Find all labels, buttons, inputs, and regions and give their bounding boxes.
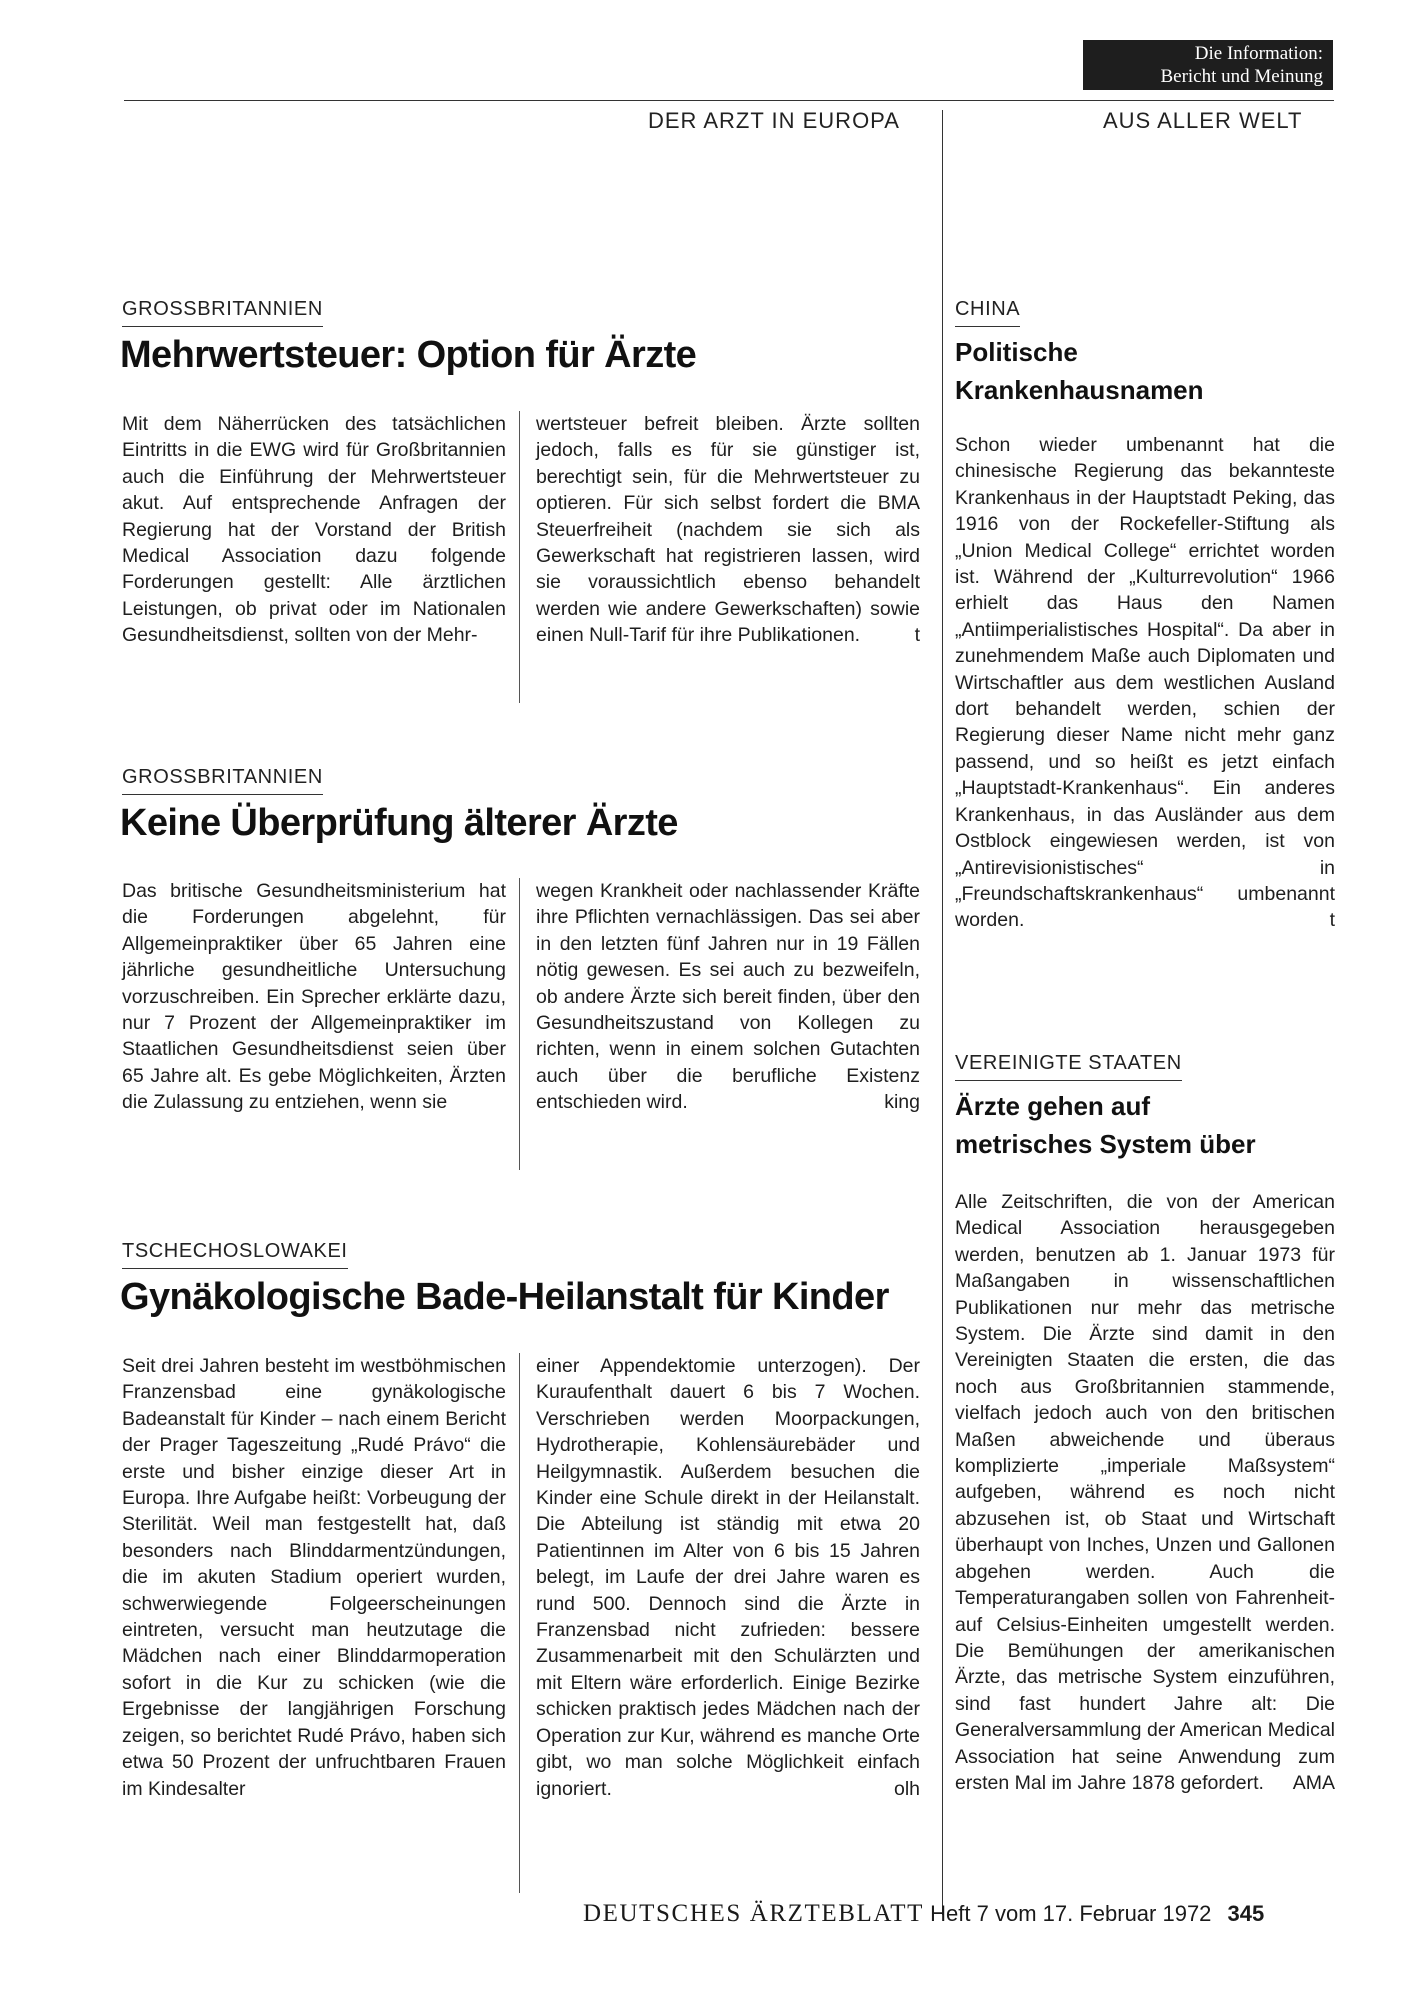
side-article-2-title [955, 1087, 1256, 1163]
article-2-text-col2: wegen Krankheit oder nachlassender Kräfte ihre Pflichten vernachlässigen. Das sei aber in den letzten fünf Jahren nur in 19 Fällen nötig gewesen. Es sei auch zu bezweifeln, ob andere Ärzte sich bereit finden, über den Gesundheitszustand von Kollegen zu richten, wenn in einem solchen Gutachten auch über die berufliche Existenz entschieden wird. king [536, 878, 920, 1116]
badge-line-1: Die Information: [1194, 43, 1323, 64]
side-article-1-title [955, 333, 1204, 409]
article-1-column-rule [519, 411, 520, 703]
side-article-1-signature: t [1329, 909, 1335, 932]
article-3-text-col2: einer Appendektomie unterzogen). Der Kuraufenthalt dauert 6 bis 7 Wochen. Verschrieben werden Moorpackungen, Hydrotherapie, Kohlensäurebäder und Heilgymnastik. Außerdem besuchen die Kinder eine Schule direkt in der Heilanstalt. Die Abteilung ist ständig mit etwa 20 Patientinnen im Alter von 6 bis 15 Jahren belegt, im Laufe der drei Jahre waren es rund 500. Dennoch sind die Ärzte in Franzensbad nicht zufrieden: bessere Zusammenarbeit mit den Schulärzten und mit Eltern wäre erforderlich. Einige Bezirke schicken praktisch jedes Mädchen nach der Operation zur Kur, während es manche Orte gibt, wo man solche Möglichkeit einfach ignoriert. olh [536, 1353, 920, 1802]
article-3-title: Gynäkologische Bade-Heilanstalt für Kinder [120, 1276, 889, 1318]
article-2-text-col1: Das britische Gesundheitsministerium hat die Forderungen abgelehnt, für Allgemeinpraktiker über 65 Jahren eine jährliche gesundheitliche Untersuchung vorzuschreiben. Ein Sprecher erklärte dazu, nur 7 Prozent der Allgemeinpraktiker im Staatlichen Gesundheitsdienst seien über 65 Jahre alt. Es gebe Möglichkeiten, Ärzten die Zulassung zu entziehen, wenn sie [122, 880, 506, 1114]
article-3-text-col1: Seit drei Jahren besteht im westböhmischen Franzensbad eine gynäkologische Badeanstalt für Kinder – nach einem Bericht der Prager Tageszeitung „Rudé Právo“ die erste und bisher einzige dieser Art in Europa. Ihre Aufgabe heißt: Vorbeugung der Sterilität. Weil man festgestellt hat, daß besonders nach Blinddarmentzündungen, die im akuten Stadium operiert wurden, schwerwiegende Folgeerscheinungen eintreten, versucht man heutzutage die Mädchen nach einer Blinddarmoperation sofort in die Kur zu schicken (wie die Ergebnisse der langjährigen Forschung zeigen, so berichtet Rudé Právo, haben sich etwa 50 Prozent der unfruchtbaren Frauen im Kindesalter [122, 1355, 506, 1800]
page-number: 345 [1227, 1901, 1265, 1926]
article-2-signature: king [884, 1091, 920, 1114]
column-divider [942, 110, 943, 1915]
badge-line-2: Bericht und Meinung [1160, 66, 1323, 87]
side-article-2-country: VEREINIGTE STAATEN [955, 1052, 1182, 1075]
side-article-2-title-line-1: Ärzte gehen auf [955, 1091, 1151, 1121]
side-article-2-signature: AMA [1292, 1771, 1335, 1794]
magazine-name: DEUTSCHES ÄRZTEBLATT [583, 1900, 925, 1927]
header-rule [124, 100, 1334, 101]
article-1-country: GROSSBRITANNIEN [122, 298, 323, 321]
article-2-country: GROSSBRITANNIEN [122, 766, 323, 789]
article-2-column-rule [519, 878, 520, 1170]
side-article-1-country: CHINA [955, 298, 1020, 321]
article-1-title: Mehrwertsteuer: Option für Ärzte [120, 334, 697, 376]
article-3-column-rule [519, 1353, 520, 1893]
side-article-1-title-line-1: Politische [955, 337, 1078, 367]
article-3-signature: olh [893, 1777, 920, 1800]
article-2-title: Keine Überprüfung älterer Ärzte [120, 802, 678, 844]
section-title-left: DER ARZT IN EUROPA [648, 108, 900, 133]
section-title-right: AUS ALLER WELT [1103, 108, 1303, 133]
article-1-signature: t [914, 624, 920, 647]
article-1-text-col1: Mit dem Näherrücken des tatsächlichen Eintritts in die EWG wird für Großbritannien auch die Einführung der Mehrwertsteuer akut. Auf entsprechende Anfragen der Regierung hat der Vorstand der British Medical Association dazu folgende Forderungen gestellt: Alle ärztlichen Leistungen, ob privat oder im Nationalen Gesundheitsdienst, sollten von der Mehr- [122, 413, 506, 647]
article-1-text-col2: wertsteuer befreit bleiben. Ärzte sollten jedoch, falls es für sie günstiger ist, berechtigt sein, für die Mehrwertsteuer zu optieren. Für sich selbst fordert die BMA Steuerfreiheit (nachdem sie sich als Gewerkschaft hat registrieren lassen, wird sie voraussichtlich ebenso behandelt werden wie andere Gewerkschaften) sowie einen Null-Tarif für ihre Publikationen. t [536, 411, 920, 649]
side-article-2-text: Alle Zeitschriften, die von der American Medical Association herausgegeben werden, benutzen ab 1. Januar 1973 für Maßangaben in wissenschaftlichen Publikationen nur mehr das metrische System. Die Ärzte sind damit in den Vereinigten Staaten die ersten, die das noch aus Großbritannien stammende, vielfach jedoch auch von den britischen Maßen abweichende und überaus komplizierte „imperiale Maßsystem“ aufgeben, während es noch nicht abzusehen ist, ob Staat und Wirtschaft überhaupt von Inches, Unzen und Gallonen abgehen werden. Auch die Temperaturangaben sollen von Fahrenheit- auf Celsius-Einheiten umgestellt werden. Die Bemühungen der amerikanischen Ärzte, das metrische System einzuführen, sind fast hundert Jahre alt: Die Generalversammlung der American Medical Association hat seine Anwendung zum ersten Mal im Jahre 1878 gefordert. AMA [955, 1189, 1335, 1796]
issue-info: Heft 7 vom 17. Februar 1972 [930, 1901, 1212, 1926]
department-badge [1083, 40, 1333, 90]
article-3-country: TSCHECHOSLOWAKEI [122, 1240, 348, 1263]
page-footer [583, 1900, 1264, 1928]
side-article-1-text: Schon wieder umbenannt hat die chinesische Regierung das bekannteste Krankenhaus in der Hauptstadt Peking, das 1916 von der Rockefeller-Stiftung als „Union Medical College“ errichtet worden ist. Während der „Kulturrevolution“ 1966 erhielt das Haus den Namen „Antiimperialistisches Hospital“. Da aber in zunehmendem Maße auch Diplomaten und Wirtschaftler aus dem westlichen Ausland dort behandelt werden, schien der Regierung dieser Name nicht mehr ganz passend, und so heißt es jetzt einfach „Hauptstadt-Krankenhaus“. Ein anderes Krankenhaus, in das Ausländer aus dem Ostblock eingewiesen werden, ist von „Antirevisionistisches“ in „Freundschaftskrankenhaus“ umbenannt worden. t [955, 432, 1335, 934]
side-article-2-title-line-2: metrisches System über [955, 1129, 1256, 1159]
side-article-1-title-line-2: Krankenhausnamen [955, 375, 1204, 405]
